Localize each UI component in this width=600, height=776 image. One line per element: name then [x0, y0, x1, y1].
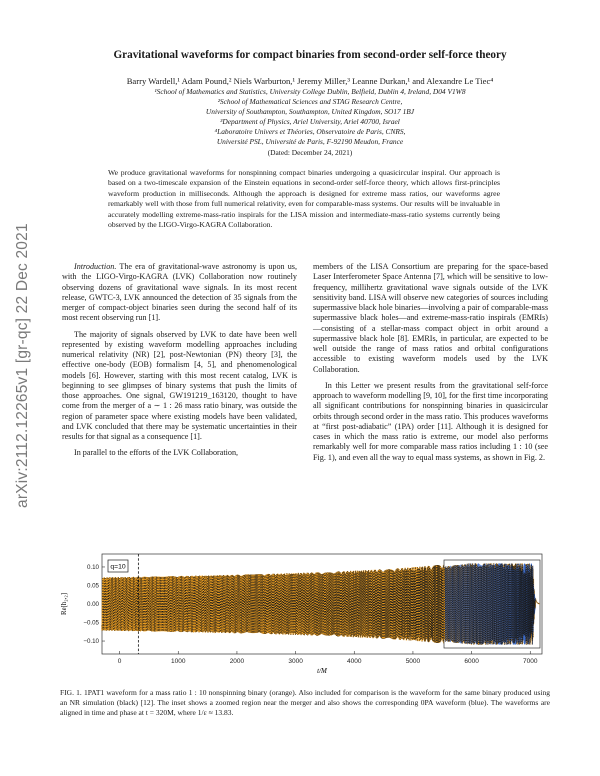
author-list: Barry Wardell,¹ Adam Pound,² Niels Warburton,¹ Jeremy Miller,³ Leanne Durkan,¹ and Alexandre Le Tiec⁴	[126, 76, 494, 86]
introduction-heading: Introduction.	[74, 262, 117, 271]
affiliation-2-cont: University of Southampton, Southampton, United Kingdom, SO17 1BJ	[205, 107, 415, 117]
x-tick-label: 0	[117, 658, 122, 665]
x-tick-label: 5000	[405, 658, 421, 665]
y-tick-label: −0.10	[83, 638, 99, 646]
date-line: (Dated: December 24, 2021)	[267, 147, 353, 157]
figure-1	[56, 552, 546, 678]
paragraph: The majority of signals observed by LVK to date have been well represented by existing waveform modelling approaches including numerical relativity (NR) [2], post-Newtonian (PN) theory [3], the effective one-body (EOB) formalism [4, 5], and phenomenological models [6]. However, starting with this most recent catalog, LVK is beginning to see glimpses of binary systems that push the limits of those approaches. One signal, GW191219_163120, thought to have come from the merger of a ∼ 1 : 26 mass ratio binary, was outside the region of parameter space where existing models have been validated, and LVK concluded that there may be systematic uncertainties in their results for that signal as a consequence [1].	[62, 329, 297, 441]
paragraph-text: The era of gravitational-wave astronomy is upon us, with the LIGO-Virgo-KAGRA (LVK) Collaboration now routinely observing dozens of gravitational wave signals. In its most recent release, GWTC-3, LVK announced the detection of 35 signals from the merger of compact-object binaries seen during the second half of its most recent observing run [1].	[62, 262, 297, 323]
y-tick-label: 0.00	[86, 601, 99, 609]
arxiv-identifier: arXiv:2112.12265v1 [gr-qc] 22 Dec 2021	[14, 223, 31, 509]
affiliation-3: ³Department of Physics, Ariel University, Ariel 40700, Israel	[220, 117, 400, 127]
affiliations	[60, 87, 560, 158]
annotation-label: q=10	[110, 563, 126, 571]
y-tick-label: 0.10	[86, 564, 99, 572]
y-tick-label: −0.05	[83, 619, 99, 627]
y-tick-label: 0.05	[86, 582, 99, 590]
affiliation-4: ⁴Laboratoire Univers et Théories, Observatoire de Paris, CNRS,	[214, 127, 406, 137]
waveform-chart	[56, 552, 546, 678]
x-tick-label: 6000	[464, 658, 479, 665]
x-tick-label: 4000	[347, 658, 362, 665]
left-column	[62, 262, 297, 465]
x-tick-label: 3000	[288, 658, 303, 665]
x-tick-label: 2000	[229, 658, 245, 665]
paragraph-intro	[62, 262, 297, 324]
x-tick-label: 7000	[523, 658, 538, 665]
affiliation-1: ¹School of Mathematics and Statistics, University College Dublin, Belfield, Dublin 4, Ireland, D04 V1W8	[154, 87, 466, 96]
affiliation-4-cont: Université PSL, Université de Paris, F-92190 Meudon, France	[216, 137, 404, 147]
x-tick-label: 1000	[171, 658, 186, 665]
paragraph: In parallel to the efforts of the LVK Collaboration,	[74, 448, 239, 458]
y-axis-label: Re[h₂,₂]	[61, 593, 68, 615]
abstract: We produce gravitational waveforms for nonspinning compact binaries undergoing a quasicircular inspiral. Our approach is based on a two-timescale expansion of the Einstein equations in second-order self-force theory, which allows first-principles waveform production in milliseconds. Although the approach is designed for extreme mass ratios, our waveforms agree remarkably well with those from full numerical relativity, even for comparable-mass systems. Our results will be invaluable in accurately modelling extreme-mass-ratio inspirals for the LISA mission and intermediate-mass-ratio systems currently being observed by the LIGO-Virgo-KAGRA Collaboration.	[108, 168, 500, 230]
paper-title: Gravitational waveforms for compact binaries from second-order self-force theory	[113, 49, 507, 61]
x-axis-label: t/M	[317, 667, 327, 675]
paragraph: members of the LISA Consortium are preparing for the space-based Laser Interferometer Space Antenna [7], which will be sensitive to low-frequency, millihertz gravitational wave signals outside of the LVK sensitivity band. LISA will observe new categories of sources including supermassive black hole binaries—involving a pair of comparable-mass supermassive black holes—and extreme-mass-ratio inspirals (EMRIs)—consisting of a stellar-mass compact object in orbit around a supermassive black hole [8]. EMRIs, in particular, are expected to be well outside the range of mass ratios and orbital configurations accessible to existing waveform models used by the LVK Collaboration.	[313, 262, 548, 374]
affiliation-2: ²School of Mathematical Sciences and STAG Research Centre,	[217, 97, 403, 107]
paragraph: In this Letter we present results from the gravitational self-force approach to waveform modelling [9, 10], for the first time incorporating all significant contributions for nonspinning binaries in quasicircular orbits through second order in the mass ratio. This produces waveforms at “first post-adiabatic” (1PA) order [11]. Although it is designed for cases in which the mass ratio is extreme, our model also performs remarkably well for more comparable mass ratios including 1 : 10 (see Fig. 1), and even all the way to equal mass systems, as shown in Fig. 2.	[313, 380, 548, 462]
figure-caption: FIG. 1. 1PAT1 waveform for a mass ratio 1 : 10 nonspinning binary (orange). Also included for comparison is the waveform for the same binary produced using an NR simulation (black) [12]. The inset shows a zoomed region near the merger and also shows the corresponding 0PA waveform (blue). The waveforms are aligned in time and phase at t = 320M, where 1/ε ≈ 13.83.	[60, 688, 550, 717]
right-column	[313, 262, 548, 469]
